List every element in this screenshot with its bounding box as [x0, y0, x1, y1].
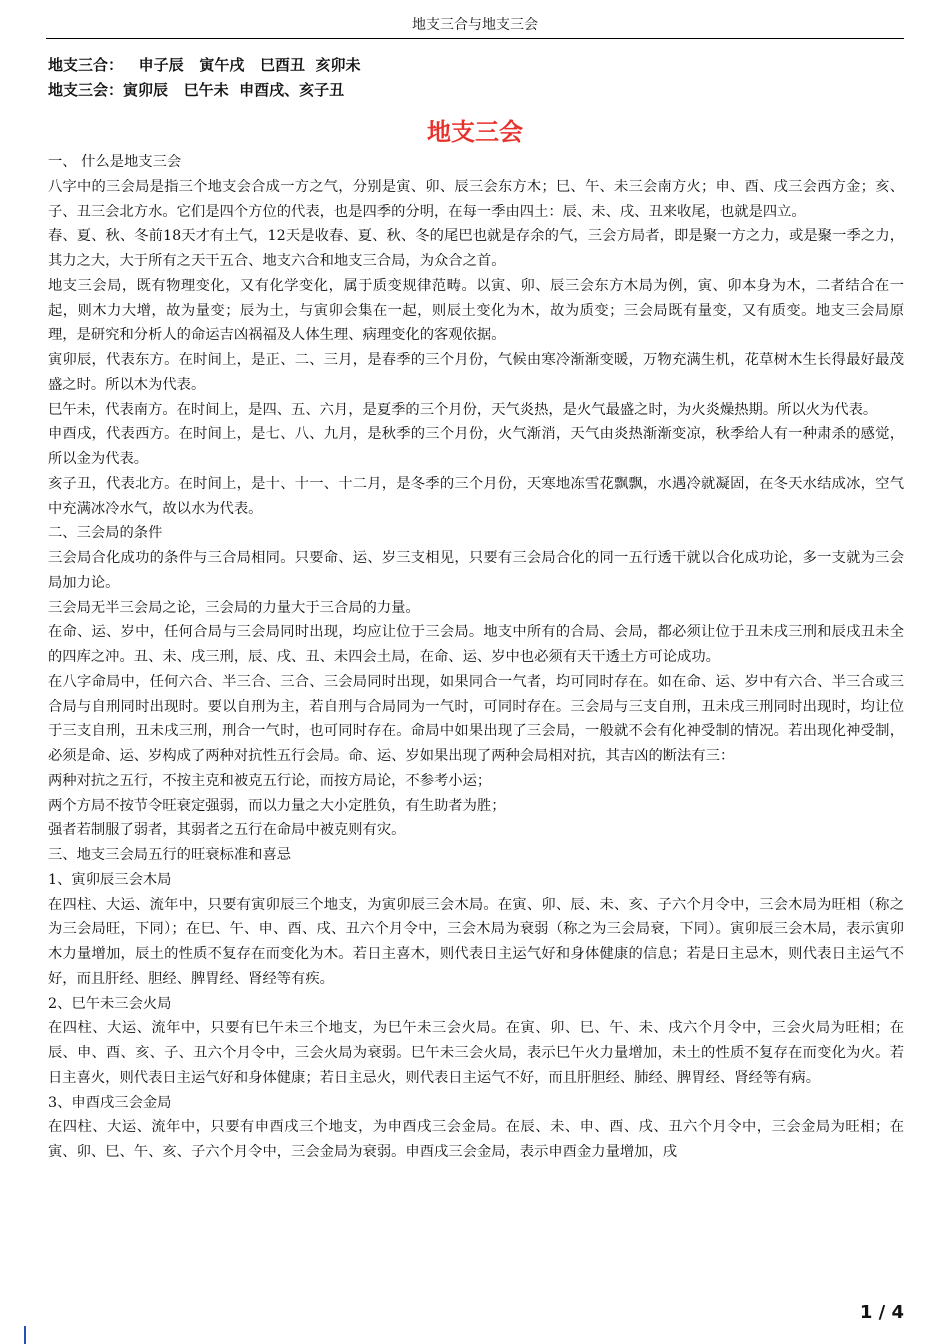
paragraph: 在四柱、大运、流年中，只要有申酉戌三个地支，为申酉戌三会金局。在辰、未、申、酉、戌、丑六个月令中，三会金局为旺相；在寅、卯、巳、午、亥、子六个月令中，三会金局为衰弱。申酉戌三会金局，表示申酉金力量增加，戌 — [48, 1119, 904, 1160]
sanhe-line: 地支三合： 申子辰 寅午戌 巳酉丑 亥卯未 — [48, 56, 361, 74]
sanhui-line: 地支三会：寅卯辰 巳午未 申酉戌、亥子丑 — [48, 81, 345, 99]
paragraph: 在四柱、大运、流年中，只要有巳午未三个地支，为巳午未三会火局。在寅、卯、巳、午、未、戌六个月令中，三会火局为旺相；在辰、申、酉、亥、子、丑六个月令中，三会火局为衰弱。巳午未三会火局，表示巳午火力量增加，未土的性质不复存在而变化为火。若日主喜火，则代表日主运气好和身体健康；若日主忌火，则代表日主运气不好，而且肝胆经、肺经、脾胃经、肾经等有病。 — [48, 1020, 904, 1086]
paragraph: 在命、运、岁中，任何合局与三会局同时出现，均应让位于三会局。地支中所有的合局、会局，都必须让位于丑未戌三刑和辰戌丑未全的四库之冲。丑、未、戌三刑，辰、戌、丑、未四会土局，在命、运、岁中也必须有天干透土方可论成功。 — [48, 624, 904, 665]
paragraph: 巳午未，代表南方。在时间上，是四、五、六月，是夏季的三个月份，天气炎热，是火气最盛之时，为火炎燥热期。所以火为代表。 — [48, 401, 878, 418]
heading-what-is: 一、 什么是地支三会 — [48, 154, 182, 170]
paragraph: 八字中的三会局是指三个地支会合成一方之气，分别是寅、卯、辰三会东方木；巳、午、未三会南方火；申、酉、戌三会西方金；亥、子、丑三会北方水。它们是四个方位的代表，也是四季的分明，在每一季由四土：辰、未、戌、丑来收尾，也就是四立。 — [48, 178, 904, 220]
heading-conditions: 二、三会局的条件 — [48, 525, 163, 542]
page-number: 1 / 4 — [859, 1302, 904, 1323]
paragraph: 在四柱、大运、流年中，只要有寅卯辰三个地支，为寅卯辰三会木局。在寅、卯、辰、未、亥、子六个月令中，三会木局为旺相（称之为三会局旺，下同）；在巳、午、申、酉、戌、丑六个月令中，三会木局为衰弱（称之为三会局衰，下同）。寅卯辰三会木局，表示寅卯木力量增加，辰土的性质不复存在而变化为木。若日主喜木，则代表日主运气好和身体健康的信息；若是日主忌木，则代表日主运气不好，而且肝经、胆经、脾胃经、肾经等有疾。 — [48, 896, 904, 987]
paragraph: 亥子丑，代表北方。在时间上，是十、十一、十二月，是冬季的三个月份，天寒地冻雪花飘飘，水遇冷就凝固，在冬天水结成冰，空气中充满冰冷水气，故以水为代表。 — [48, 475, 904, 517]
heading-strength-standards: 三、地支三会局五行的旺衰标准和喜忌 — [48, 847, 292, 863]
subheading-metal: 3、申酉戌三会金局 — [48, 1094, 172, 1111]
paragraph: 春、夏、秋、冬前18天才有土气，12天是收春、夏、秋、冬的尾巴也就是存余的气，三会方局者，即是聚一方之力，或是聚一季之力，其力之大，大于所有之天干五合、地支六合和地支三合局，为众合之首。 — [48, 228, 904, 269]
paragraph: 强者若制服了弱者，其弱者之五行在命局中被克则有灾。 — [48, 822, 406, 839]
paragraph: 两个方局不按节令旺衰定强弱，而以力量之大小定胜负，有生助者为胜； — [48, 797, 506, 814]
header-rule — [46, 38, 904, 39]
paragraph: 在八字命局中，任何六合、半三合、三合、三会局同时出现，如果同合一气者，均可同时存在。如在命、运、岁中有六合、半三合或三合局与自刑同时出现时。要以自刑为主，若自刑与合局同为一气时，可同时存在。三会局与三支自刑，丑未戌三刑同时出现时，均让位于三支自刑，丑未戌三刑，刑合一气时，也可同时存在。命局中如果出现了三会局，一般就不会有化神受制的情况。若出现化神受制，必须是命、运、岁构成了两种对抗性五行会局。命、运、岁如果出现了两种会局相对抗，其吉凶的断法有三： — [48, 673, 904, 764]
paragraph: 三会局合化成功的条件与三合局相同。只要命、运、岁三支相见，只要有三会局合化的同一五行透干就以合化成功论，多一支就为三会局加力论。 — [48, 550, 904, 591]
paragraph: 地支三会局，既有物理变化，又有化学变化，属于质变规律范畴。以寅、卯、辰三会东方木局为例，寅、卯本身为木，二者结合在一起，则木力大增，故为量变；辰为土，与寅卯会集在一起，则辰土变化为木，故为质变；三会局既有量变，又有质变。地支三会局原理，是研究和分析人的命运吉凶祸福及人体生理、病理变化的客观依据。 — [48, 277, 904, 344]
page-header: 地支三合与地支三会 — [412, 17, 538, 33]
document-body — [48, 150, 904, 1165]
subheading-fire: 2、巳午未三会火局 — [48, 995, 172, 1012]
paragraph: 寅卯辰，代表东方。在时间上，是正、二、三月，是春季的三个月份，气候由寒冷渐渐变暖，万物充满生机，花草树木生长得最好最茂盛之时。所以木为代表。 — [48, 352, 904, 393]
cursor-marker — [24, 1326, 26, 1344]
document-title: 地支三会 — [427, 117, 523, 146]
paragraph: 申酉戌，代表西方。在时间上，是七、八、九月，是秋季的三个月份，火气渐消，天气由炎热渐渐变凉，秋季给人有一种肃杀的感觉，所以金为代表。 — [48, 426, 904, 467]
paragraph: 两种对抗之五行，不按主克和被克五行论，而按方局论，不参考小运； — [48, 772, 492, 789]
subheading-wood: 1、寅卯辰三会木局 — [48, 871, 172, 888]
paragraph: 三会局无半三会局之论，三会局的力量大于三合局的力量。 — [48, 599, 420, 616]
